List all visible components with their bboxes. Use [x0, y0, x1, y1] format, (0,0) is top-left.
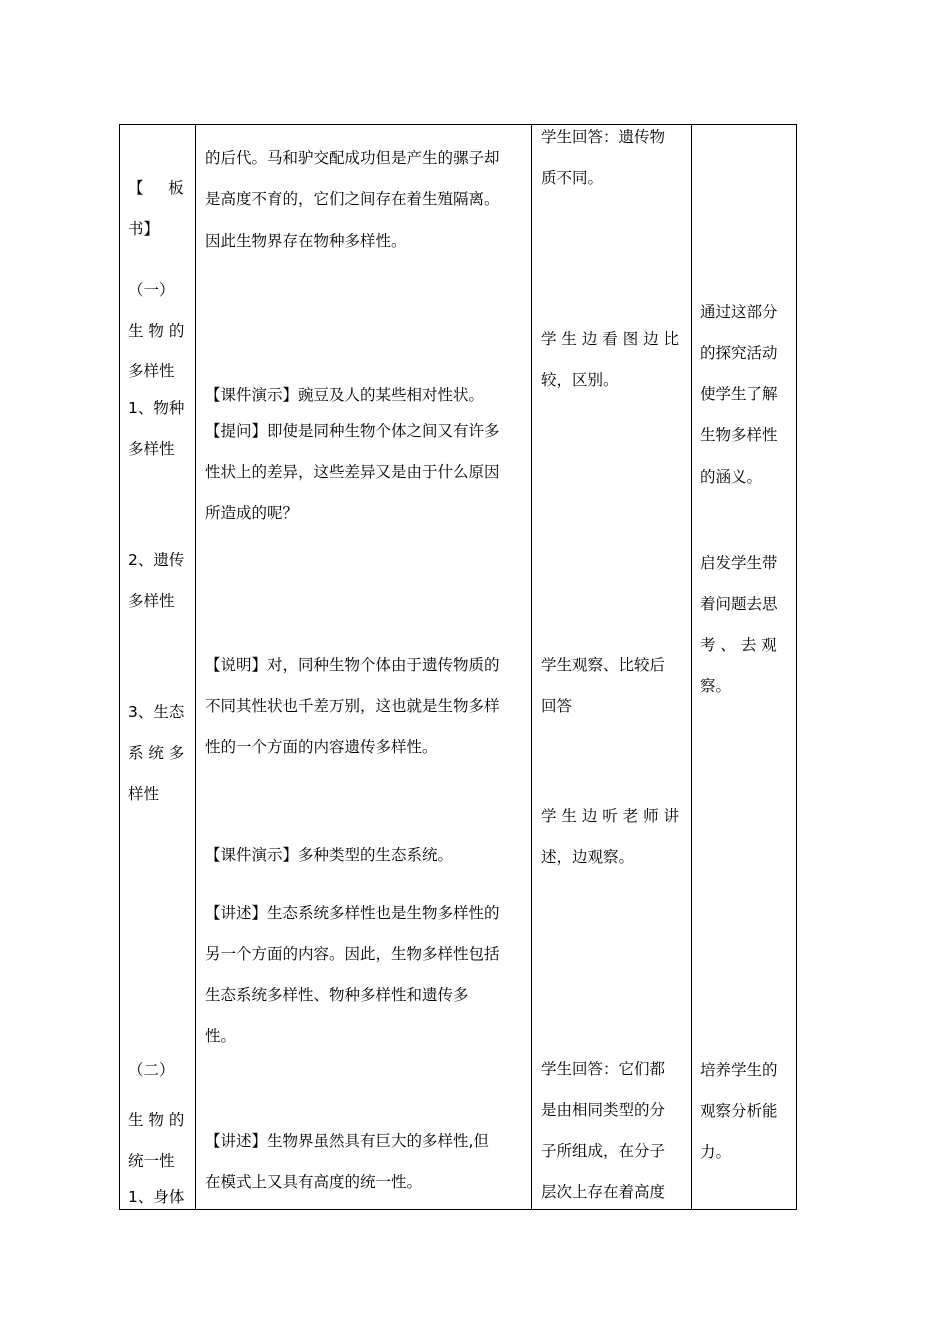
lesson-plan-table — [119, 124, 797, 1210]
design-intent-text: 启发学生带 — [700, 554, 778, 572]
board-outline-column — [120, 125, 195, 1209]
design-intent-text: 的探究活动 — [700, 344, 778, 362]
student-response-text: 学 生 边 听 老 师 讲 — [541, 807, 680, 825]
section-heading-1: 生 物 的 — [128, 322, 185, 340]
student-response-text: 是由相同类型的分 — [541, 1101, 666, 1119]
courseware-demo-text: 【课件演示】豌豆及人的某些相对性状。 — [205, 386, 485, 404]
activity-text: 的后代。马和驴交配成功但是产生的骡子却 — [205, 149, 500, 167]
subsection-body: 1、身体 — [128, 1188, 185, 1206]
lecture-text: 生态系统多样性、物种多样性和遗传多 — [205, 986, 469, 1004]
design-intent-text: 察。 — [700, 677, 732, 695]
design-intent-text: 力。 — [700, 1143, 732, 1161]
student-response-text: 学生回答：遗传物 — [541, 128, 666, 146]
explanation-text: 【说明】对，同种生物个体由于遗传物质的 — [205, 656, 500, 674]
student-response-text: 回答 — [541, 697, 573, 715]
student-response-text: 子所组成，在分子 — [541, 1142, 666, 1160]
section-heading-1: 多样性 — [128, 362, 175, 380]
design-intent-text: 生物多样性 — [700, 426, 778, 444]
student-activity-column — [531, 125, 691, 1209]
subsection-genetic: 多样性 — [128, 592, 175, 610]
subsection-species: 多样性 — [128, 440, 175, 458]
student-response-text: 学生观察、比较后 — [541, 656, 666, 674]
student-response-text: 较，区别。 — [541, 371, 619, 389]
design-intent-text: 通过这部分 — [700, 303, 778, 321]
activity-text: 因此生物界存在物种多样性。 — [205, 232, 407, 250]
design-intent-column — [691, 125, 798, 1209]
student-response-text: 述，边观察。 — [541, 848, 635, 866]
section-heading-1: （一） — [128, 281, 175, 299]
question-text: 所造成的呢？ — [205, 504, 299, 522]
explanation-text: 性的一个方面的内容遗传多样性。 — [205, 738, 438, 756]
section-heading-2: （二） — [128, 1061, 175, 1079]
subsection-genetic: 2、遗传 — [128, 551, 185, 569]
design-intent-text: 培养学生的 — [700, 1061, 778, 1079]
student-response-text: 质不同。 — [541, 169, 604, 187]
courseware-demo-text: 【课件演示】多种类型的生态系统。 — [205, 846, 454, 864]
student-response-text: 学 生 边 看 图 边 比 — [541, 330, 680, 348]
design-intent-text: 观察分析能 — [700, 1102, 778, 1120]
design-intent-text: 的涵义。 — [700, 468, 763, 486]
question-text: 性状上的差异，这些差异又是由于什么原因 — [205, 463, 500, 481]
subsection-species: 1、物种 — [128, 399, 185, 417]
lecture-text: 在模式上又具有高度的统一性。 — [205, 1173, 423, 1191]
section-heading-2: 统一性 — [128, 1152, 175, 1170]
lecture-text: 【讲述】生态系统多样性也是生物多样性的 — [205, 904, 500, 922]
student-response-text: 层次上存在着高度 — [541, 1183, 666, 1201]
lecture-text: 另一个方面的内容。因此，生物多样性包括 — [205, 945, 500, 963]
board-heading: 书】 — [128, 220, 160, 238]
teacher-activity-column — [195, 125, 531, 1209]
design-intent-text: 着问题去思 — [700, 595, 778, 613]
section-heading-2: 生 物 的 — [128, 1111, 185, 1129]
board-heading: 【 板 — [128, 179, 184, 197]
subsection-ecosystem: 样性 — [128, 785, 160, 803]
subsection-ecosystem: 系 统 多 — [128, 744, 185, 762]
lecture-text: 【讲述】生物界虽然具有巨大的多样性,但 — [205, 1132, 489, 1150]
explanation-text: 不同其性状也千差万别，这也就是生物多样 — [205, 697, 500, 715]
design-intent-text: 使学生了解 — [700, 385, 778, 403]
activity-text: 是高度不育的，它们之间存在着生殖隔离。 — [205, 190, 500, 208]
student-response-text: 学生回答：它们都 — [541, 1060, 666, 1078]
subsection-ecosystem: 3、生态 — [128, 703, 185, 721]
lecture-text: 性。 — [205, 1027, 237, 1045]
design-intent-text: 考 、 去 观 — [700, 636, 777, 654]
question-text: 【提问】即使是同种生物个体之间又有许多 — [205, 422, 500, 440]
